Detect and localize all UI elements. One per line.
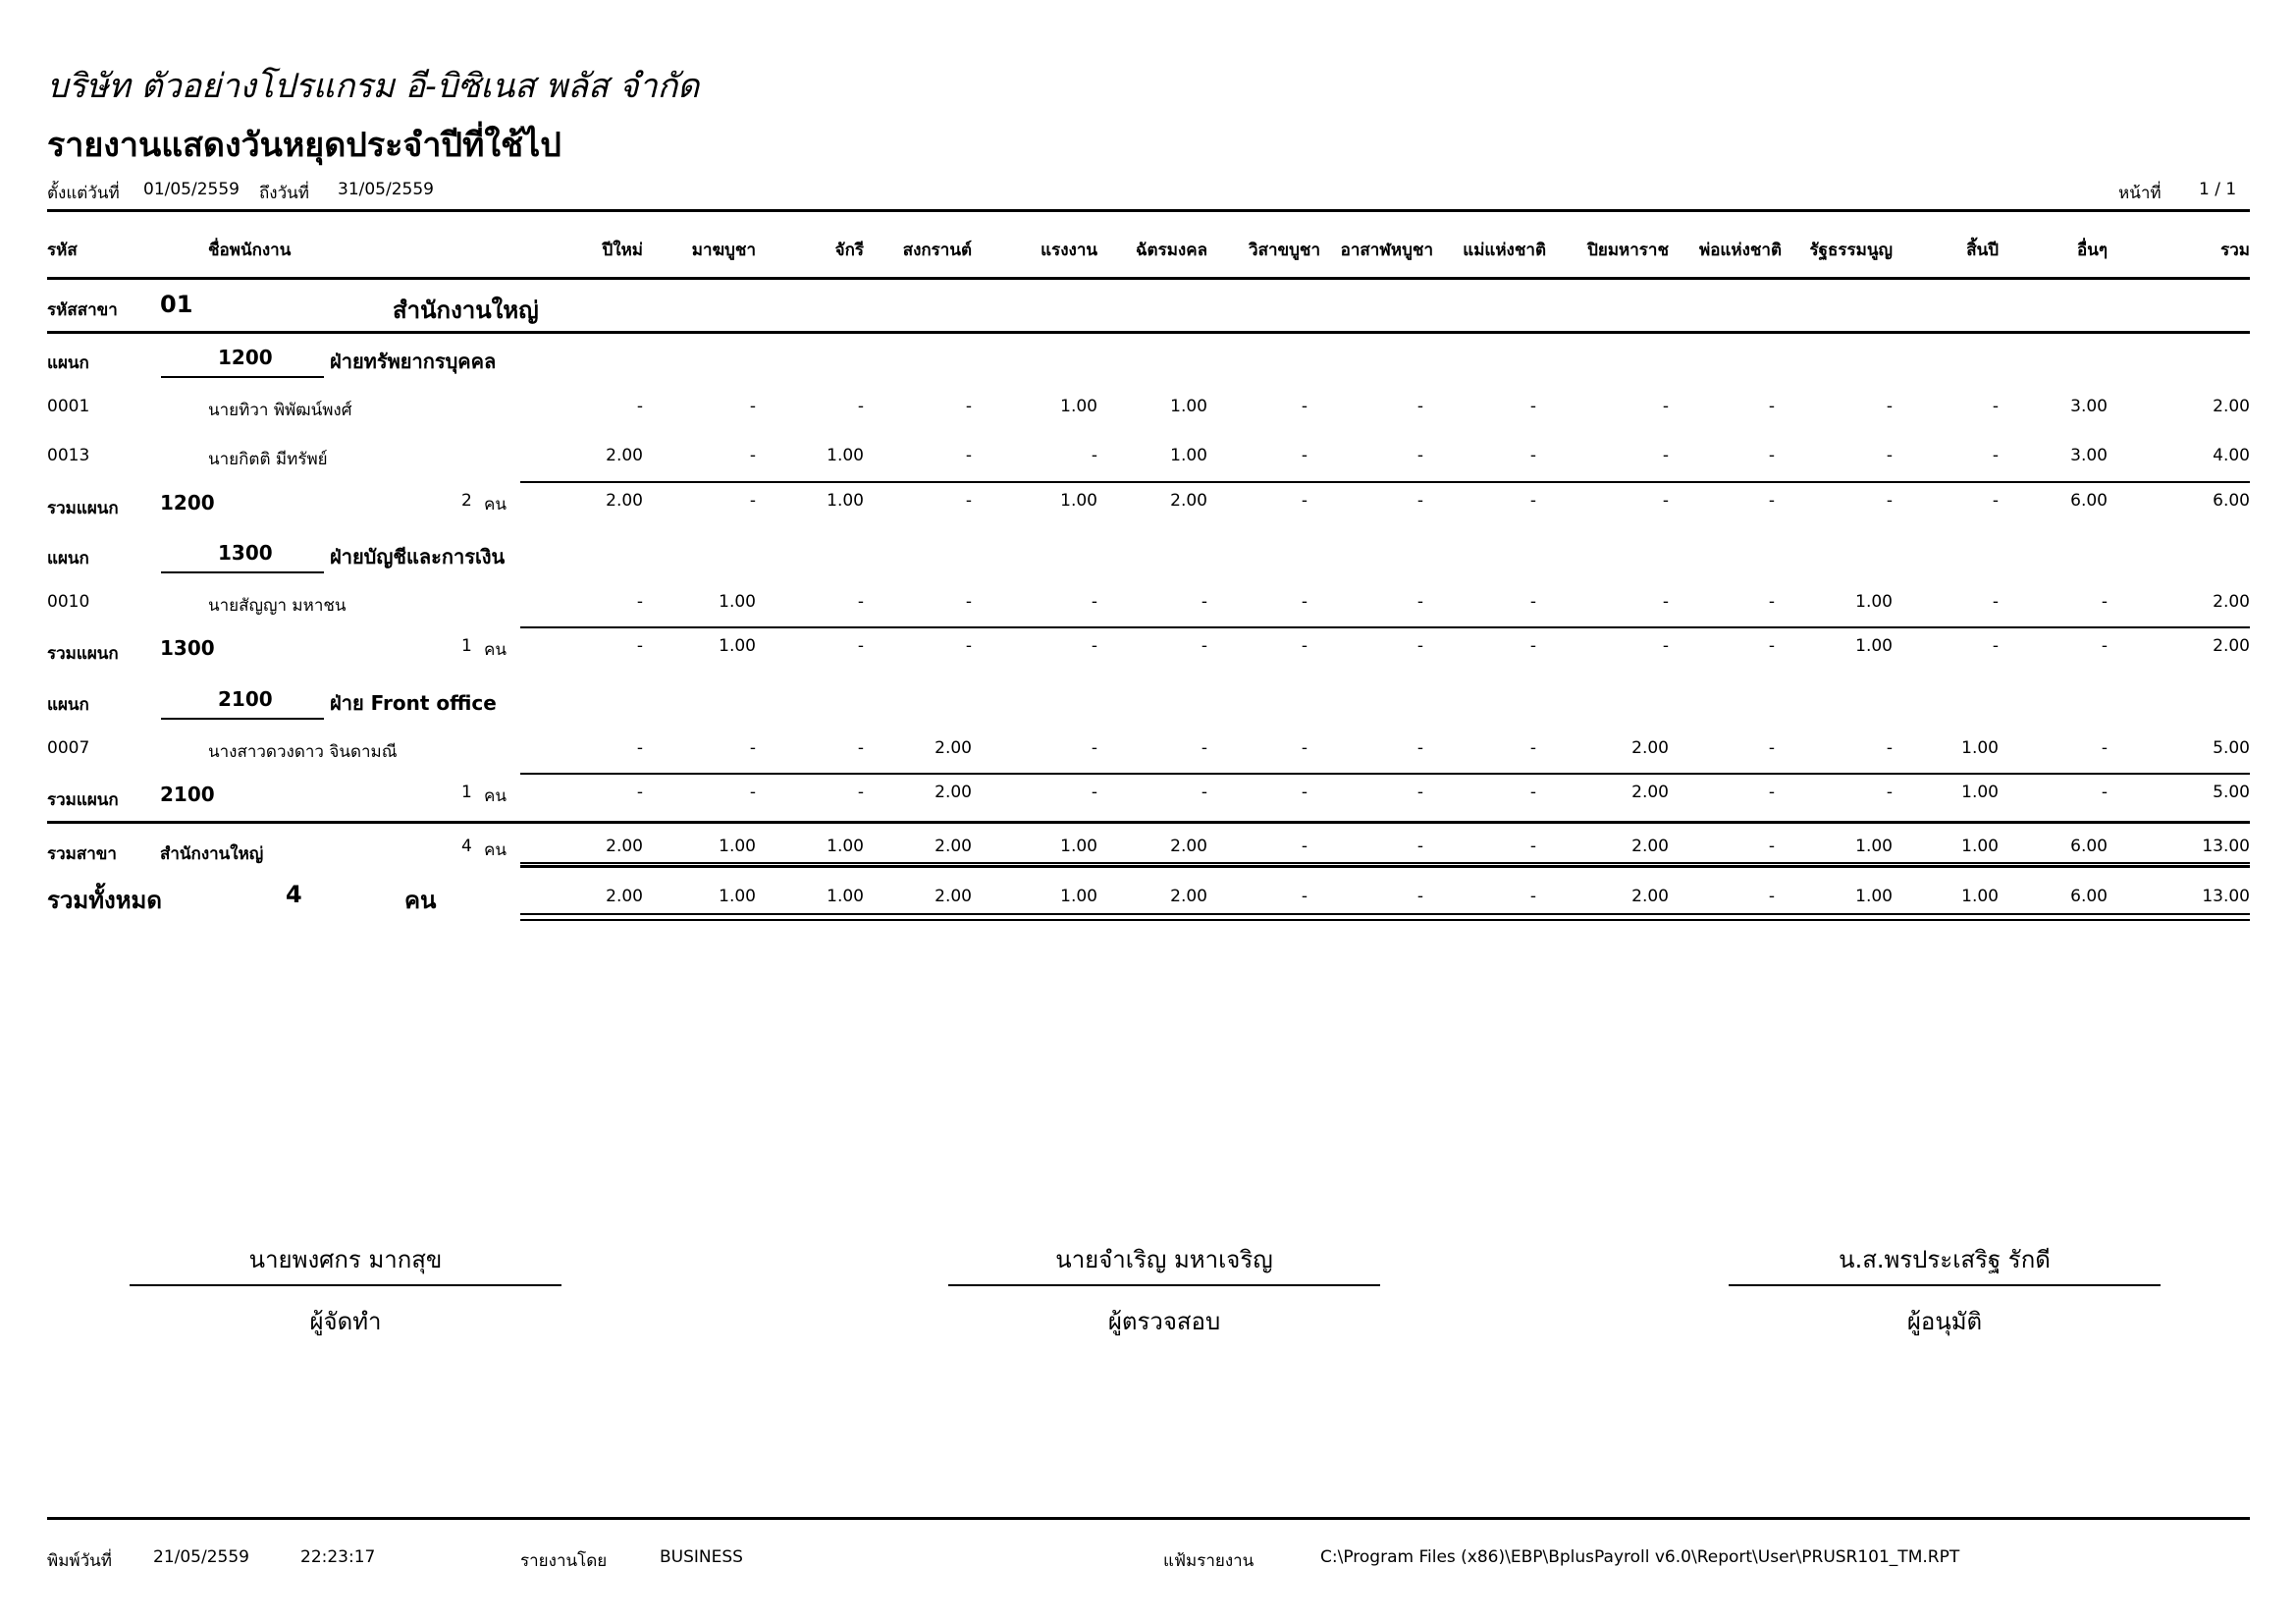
department-total-cell: - — [2101, 636, 2108, 656]
department-total-cell: 2.00 — [934, 783, 972, 802]
employee-value-cell: - — [1992, 592, 1999, 612]
print-time: 22:23:17 — [300, 1547, 376, 1567]
department-total-cell: 1.00 — [827, 491, 864, 511]
department-total-cell: - — [1768, 783, 1775, 802]
department-total-cell: 6.00 — [2070, 491, 2108, 511]
employee-value-cell: - — [857, 738, 864, 758]
branch-total-cell: 1.00 — [1855, 837, 1893, 856]
column-header-holiday: อื่นๆ — [2077, 241, 2108, 260]
signature-line-checker — [948, 1284, 1380, 1286]
department-code: 1200 — [218, 346, 273, 369]
department-name: ฝ่ายบัญชีและการเงิน — [330, 545, 506, 568]
signature-role-approver: ผู้อนุมัติ — [1906, 1308, 1983, 1335]
employee-value-cell: - — [636, 592, 643, 612]
department-total-cell: - — [1992, 491, 1999, 511]
department-total-cell: - — [1662, 636, 1669, 656]
department-total-label: รวมแผนก — [47, 499, 119, 518]
department-total-label: รวมแผนก — [47, 790, 119, 810]
department-total-cell: 2.00 — [2213, 636, 2250, 656]
employee-value-cell: - — [1416, 738, 1423, 758]
branch-total-cell: - — [1529, 837, 1536, 856]
department-total-unit: คน — [484, 640, 507, 660]
department-total-rule — [520, 773, 2250, 775]
department-total-rule — [520, 481, 2250, 483]
signature-line-approver — [1729, 1284, 2161, 1286]
employee-value-cell: - — [1091, 446, 1097, 465]
employee-value-cell: - — [2101, 592, 2108, 612]
branch-total-label: รวมสาขา — [47, 844, 117, 864]
report-file-label: แฟ้มรายงาน — [1163, 1551, 1255, 1571]
employee-value-cell: - — [965, 446, 972, 465]
employee-value-cell: - — [636, 397, 643, 416]
branch-total-name: สำนักงานใหญ่ — [160, 844, 264, 864]
department-total-cell: - — [749, 491, 756, 511]
department-code: 2100 — [218, 687, 273, 711]
department-total-cell: - — [2101, 783, 2108, 802]
signature-role-preparer: ผู้จัดทำ — [309, 1308, 382, 1335]
department-label: แผนก — [47, 695, 89, 715]
grand-total-cell: - — [1768, 887, 1775, 906]
column-header-holiday: ปีใหม่ — [602, 241, 643, 260]
column-header-holiday: แม่แห่งชาติ — [1463, 241, 1546, 260]
department-total-cell: - — [1768, 636, 1775, 656]
employee-value-cell: - — [965, 397, 972, 416]
employee-value-cell: - — [1992, 446, 1999, 465]
grand-total-cell: 1.00 — [1855, 887, 1893, 906]
department-code-underline — [161, 376, 324, 378]
grand-total-double-rule-1 — [520, 913, 2250, 915]
department-total-cell: - — [749, 783, 756, 802]
employee-value-cell: - — [1662, 446, 1669, 465]
grand-total-cell: - — [1301, 887, 1308, 906]
department-total-cell: - — [1768, 491, 1775, 511]
employee-value-cell: - — [1768, 738, 1775, 758]
grand-total-cell: 2.00 — [1631, 887, 1669, 906]
column-header-holiday: สงกรานต์ — [902, 241, 972, 260]
signature-name-preparer: นายพงศกร มากสุข — [248, 1246, 443, 1273]
employee-value-cell: - — [1992, 397, 1999, 416]
branch-total-cell: 1.00 — [719, 837, 756, 856]
branch-total-cell: 2.00 — [934, 837, 972, 856]
signature-line-preparer — [130, 1284, 561, 1286]
branch-total-cell: 1.00 — [827, 837, 864, 856]
department-total-cell: - — [1886, 783, 1893, 802]
report-file-path: C:\Program Files (x86)\EBP\BplusPayroll v6.0\Report\User\PRUSR101_TM.RPT — [1320, 1547, 1960, 1567]
grand-total-cell: - — [1416, 887, 1423, 906]
column-header-holiday: พ่อแห่งชาติ — [1698, 241, 1782, 260]
department-name: ฝ่ายทรัพยากรบุคคล — [330, 350, 497, 373]
branch-total-cell: - — [1768, 837, 1775, 856]
date-from: 01/05/2559 — [143, 180, 240, 199]
employee-code: 0013 — [47, 446, 90, 465]
branch-total-cell: 13.00 — [2202, 837, 2250, 856]
employee-value-cell: - — [1662, 592, 1669, 612]
employee-value-cell: 1.00 — [1170, 446, 1207, 465]
department-total-code: 2100 — [160, 783, 215, 806]
department-total-cell: 2.00 — [1631, 783, 1669, 802]
employee-value-cell: - — [1416, 446, 1423, 465]
print-date: 21/05/2559 — [153, 1547, 249, 1567]
column-header-holiday: มาฆบูชา — [691, 241, 756, 260]
page-number: 1 / 1 — [2199, 180, 2237, 199]
employee-value-cell: 2.00 — [934, 738, 972, 758]
branch-total-rule — [520, 862, 2250, 864]
department-total-cell: - — [965, 491, 972, 511]
department-name: ฝ่าย Front office — [330, 691, 497, 715]
department-total-unit: คน — [484, 495, 507, 514]
employee-value-cell: - — [1416, 592, 1423, 612]
employee-value-cell: - — [1301, 446, 1308, 465]
employee-value-cell: - — [1301, 397, 1308, 416]
department-total-count: 1 — [461, 636, 472, 656]
date-from-label: ตั้งแต่วันที่ — [47, 184, 120, 203]
column-header-holiday: รัฐธรรมนูญ — [1809, 241, 1893, 260]
branch-total-cell: 2.00 — [1170, 837, 1207, 856]
department-total-cell: - — [1201, 636, 1207, 656]
employee-value-cell: - — [1529, 592, 1536, 612]
department-total-cell: - — [1886, 491, 1893, 511]
employee-value-cell: - — [1201, 738, 1207, 758]
grand-total-count: 4 — [286, 881, 302, 908]
report-by: BUSINESS — [660, 1547, 743, 1567]
department-total-cell: - — [1992, 636, 1999, 656]
employee-value-cell: - — [1091, 592, 1097, 612]
employee-value-cell: - — [965, 592, 972, 612]
department-code: 1300 — [218, 541, 273, 565]
department-total-cell: - — [636, 636, 643, 656]
branch-total-top-rule — [47, 821, 2250, 824]
department-total-count: 2 — [461, 491, 472, 511]
employee-value-cell: 1.00 — [1855, 592, 1893, 612]
department-total-cell: - — [857, 783, 864, 802]
grand-total-cell: 1.00 — [1060, 887, 1097, 906]
employee-value-cell: - — [1886, 446, 1893, 465]
department-total-cell: 1.00 — [1060, 491, 1097, 511]
grand-total-cell: 2.00 — [934, 887, 972, 906]
employee-value-cell: 2.00 — [1631, 738, 1669, 758]
department-total-cell: 1.00 — [1855, 636, 1893, 656]
department-total-cell: - — [1301, 783, 1308, 802]
print-date-label: พิมพ์วันที่ — [47, 1551, 112, 1571]
employee-value-cell: 3.00 — [2070, 397, 2108, 416]
grand-total-cell: 13.00 — [2202, 887, 2250, 906]
department-total-cell: - — [857, 636, 864, 656]
employee-value-cell: - — [1301, 592, 1308, 612]
report-title: รายงานแสดงวันหยุดประจำปีที่ใช้ไป — [47, 126, 561, 165]
employee-value-cell: - — [1529, 446, 1536, 465]
employee-value-cell: - — [749, 446, 756, 465]
department-total-cell: - — [1416, 636, 1423, 656]
employee-value-cell: - — [1886, 738, 1893, 758]
department-total-cell: - — [965, 636, 972, 656]
header-top-rule — [47, 209, 2250, 212]
signature-name-checker: นายจำเริญ มหาเจริญ — [1055, 1246, 1273, 1273]
branch-total-cell: 2.00 — [1631, 837, 1669, 856]
department-total-cell: 1.00 — [1961, 783, 1999, 802]
employee-value-cell: - — [1886, 397, 1893, 416]
department-total-cell: - — [1662, 491, 1669, 511]
employee-value-cell: 2.00 — [606, 446, 643, 465]
employee-value-cell: 4.00 — [2213, 446, 2250, 465]
branch-total-count: 4 — [461, 837, 472, 856]
signature-name-approver: น.ส.พรประเสริฐ รักดี — [1839, 1246, 2051, 1273]
department-total-rule — [520, 626, 2250, 628]
column-header-holiday: แรงงาน — [1041, 241, 1097, 260]
employee-name: นายกิตติ มีทรัพย์ — [208, 450, 328, 469]
branch-name: สำนักงานใหญ่ — [393, 297, 539, 324]
employee-value-cell: 1.00 — [1961, 738, 1999, 758]
column-header-code: รหัส — [47, 241, 78, 260]
branch-code: 01 — [160, 291, 193, 318]
employee-value-cell: 2.00 — [2213, 592, 2250, 612]
department-total-count: 1 — [461, 783, 472, 802]
grand-total-cell: 2.00 — [1170, 887, 1207, 906]
department-total-label: รวมแผนก — [47, 644, 119, 664]
department-label: แผนก — [47, 353, 89, 373]
grand-total-label: รวมทั้งหมด — [47, 887, 162, 914]
company-name: บริษัท ตัวอย่างโปรแกรม อี-บิซิเนส พลัส จำกัด — [47, 67, 700, 106]
branch-total-cell: 1.00 — [1961, 837, 1999, 856]
department-total-cell: - — [1301, 636, 1308, 656]
employee-value-cell: - — [1662, 397, 1669, 416]
department-total-cell: - — [1416, 783, 1423, 802]
employee-value-cell: 5.00 — [2213, 738, 2250, 758]
branch-total-cell: 6.00 — [2070, 837, 2108, 856]
column-header-holiday: อาสาฬหบูชา — [1340, 241, 1433, 260]
date-to: 31/05/2559 — [338, 180, 434, 199]
branch-total-unit: คน — [484, 840, 507, 860]
grand-total-cell: 1.00 — [827, 887, 864, 906]
page-label: หน้าที่ — [2118, 184, 2162, 203]
department-total-cell: - — [1416, 491, 1423, 511]
column-header-name: ชื่อพนักงาน — [208, 241, 292, 260]
branch-total-cell: 1.00 — [1060, 837, 1097, 856]
column-header-holiday: รวม — [2220, 241, 2250, 260]
department-code-underline — [161, 571, 324, 573]
employee-value-cell: 1.00 — [1060, 397, 1097, 416]
employee-value-cell: - — [1091, 738, 1097, 758]
employee-value-cell: 3.00 — [2070, 446, 2108, 465]
department-total-cell: - — [1529, 636, 1536, 656]
branch-label: รหัสสาขา — [47, 300, 118, 320]
department-total-cell: - — [1091, 636, 1097, 656]
grand-total-cell: 2.00 — [606, 887, 643, 906]
department-total-cell: 1.00 — [719, 636, 756, 656]
employee-value-cell: 1.00 — [1170, 397, 1207, 416]
grand-total-cell: 6.00 — [2070, 887, 2108, 906]
employee-code: 0007 — [47, 738, 90, 758]
footer-rule — [47, 1517, 2250, 1520]
grand-total-top-rule — [520, 865, 2250, 868]
employee-value-cell: 2.00 — [2213, 397, 2250, 416]
branch-total-cell: - — [1301, 837, 1308, 856]
department-total-cell: - — [1529, 491, 1536, 511]
employee-value-cell: - — [1768, 397, 1775, 416]
department-total-unit: คน — [484, 786, 507, 806]
department-total-cell: 2.00 — [606, 491, 643, 511]
date-to-label: ถึงวันที่ — [259, 184, 309, 203]
department-total-code: 1300 — [160, 636, 215, 660]
column-header-holiday: ปิยมหาราช — [1587, 241, 1669, 260]
column-header-holiday: ฉัตรมงคล — [1135, 241, 1207, 260]
grand-total-cell: 1.00 — [1961, 887, 1999, 906]
department-code-underline — [161, 718, 324, 720]
employee-value-cell: - — [1768, 446, 1775, 465]
report-by-label: รายงานโดย — [520, 1551, 608, 1571]
employee-value-cell: - — [1201, 592, 1207, 612]
employee-value-cell: 1.00 — [719, 592, 756, 612]
employee-value-cell: - — [749, 738, 756, 758]
employee-value-cell: - — [1768, 592, 1775, 612]
department-total-cell: - — [1529, 783, 1536, 802]
employee-name: นายสัญญา มหาชน — [208, 596, 347, 616]
employee-value-cell: - — [636, 738, 643, 758]
department-total-cell: 5.00 — [2213, 783, 2250, 802]
grand-total-cell: 1.00 — [719, 887, 756, 906]
employee-value-cell: 1.00 — [827, 446, 864, 465]
employee-name: นายทิวา พิพัฒน์พงศ์ — [208, 401, 352, 420]
column-header-holiday: วิสาขบูชา — [1249, 241, 1320, 260]
grand-total-double-rule-2 — [520, 919, 2250, 921]
employee-value-cell: - — [857, 592, 864, 612]
employee-value-cell: - — [1416, 397, 1423, 416]
grand-total-unit: คน — [404, 887, 437, 914]
employee-value-cell: - — [1529, 738, 1536, 758]
branch-rule — [47, 331, 2250, 334]
department-total-cell: - — [636, 783, 643, 802]
header-bottom-rule — [47, 277, 2250, 280]
branch-total-cell: - — [1416, 837, 1423, 856]
department-total-cell: 6.00 — [2213, 491, 2250, 511]
employee-name: นางสาวดวงดาว จินดามณี — [208, 742, 398, 762]
employee-code: 0010 — [47, 592, 90, 612]
employee-value-cell: - — [857, 397, 864, 416]
employee-value-cell: - — [1301, 738, 1308, 758]
column-header-holiday: จักรี — [834, 241, 864, 260]
employee-value-cell: - — [749, 397, 756, 416]
department-total-cell: - — [1201, 783, 1207, 802]
employee-value-cell: - — [2101, 738, 2108, 758]
signature-role-checker: ผู้ตรวจสอบ — [1107, 1308, 1221, 1335]
grand-total-cell: - — [1529, 887, 1536, 906]
employee-code: 0001 — [47, 397, 90, 416]
department-total-cell: - — [1301, 491, 1308, 511]
department-label: แผนก — [47, 549, 89, 568]
department-total-cell: - — [1091, 783, 1097, 802]
branch-total-cell: 2.00 — [606, 837, 643, 856]
column-header-holiday: สิ้นปี — [1966, 241, 1999, 260]
department-total-code: 1200 — [160, 491, 215, 514]
department-total-cell: 2.00 — [1170, 491, 1207, 511]
employee-value-cell: - — [1529, 397, 1536, 416]
